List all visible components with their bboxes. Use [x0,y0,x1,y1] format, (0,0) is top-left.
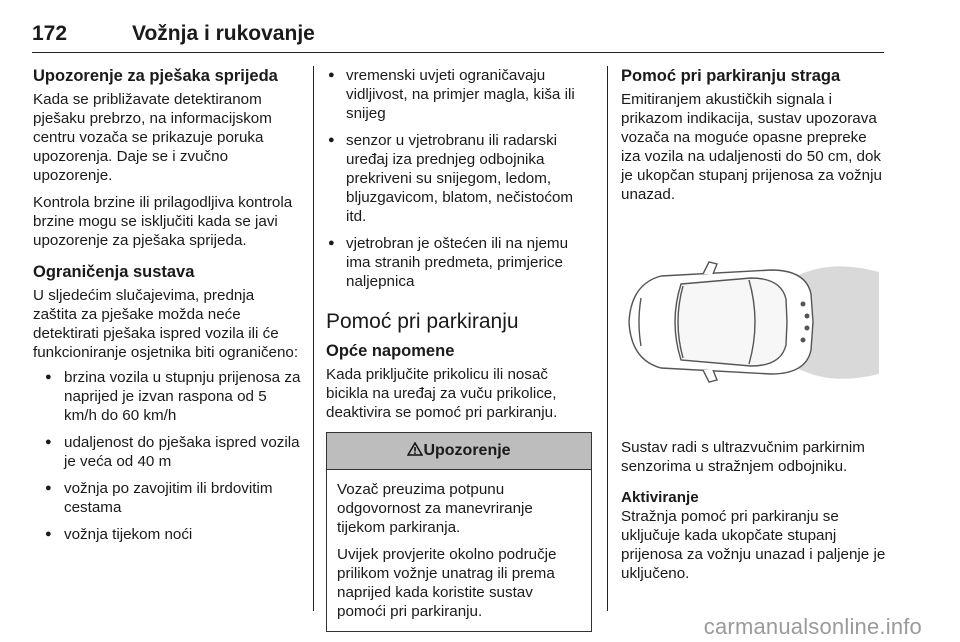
paragraph: Stražnja pomoć pri parkiranju se uključuje kada ukopčate stupanj prijenosa za vožnju unazad i paljenje je uključeno. [621,508,886,582]
car-top-view-image [621,214,887,426]
subheading: Aktiviranje [621,489,699,506]
paragraph: Vozač preuzima potpunu odgovornost za manevriranje tijekom parkiranja. [337,481,533,536]
watermark: carmanualsonline.info [703,614,922,639]
list-item: ● vožnja tijekom noći [33,525,301,544]
section-title: Pomoć pri parkiranju [326,310,519,333]
parking-sensor-illustration [621,214,887,426]
list-item: ● vjetrobran je oštećen ili na njemu ima stranih predmeta, primjerice naljepnica [326,234,594,291]
paragraph: Sustav radi s ultrazvučnim parkirnim senzorima u stražnjem odbojniku. [621,439,865,475]
paragraph: U sljedećim slučajevima, prednja zaštita za pješake možda neće detektirati pješaka ispred vozila ili će funkcioniranje osjetnika biti ograničeno: [33,287,299,361]
paragraph: Uvijek provjerite okolno područje prilikom vožnje unatrag ili prema naprijed kada koristite sustav pomoći pri parkiranju. [337,546,557,620]
warning-box [326,432,592,632]
warning-title: Upozorenje [423,442,511,459]
section-heading: Ograničenja sustava [33,263,195,281]
column-middle [326,66,594,632]
paragraph: Kontrola brzine ili prilagodljiva kontrola brzine mogu se isključiti kada se javi upozorenje za pješaka sprijeda. [33,194,293,249]
column-divider [313,66,314,611]
warning-triangle-icon [407,442,423,456]
list-item: ● vremenski uvjeti ograničavaju vidljivost, na primjer magla, kiša ili snijeg [326,66,594,123]
warning-header [327,433,591,470]
paragraph: Kada priključite prikolicu ili nosač bicikla na uređaj za vuču prikolice, deaktivira se pomoć pri parkiranju. [326,366,558,421]
column-left [33,66,301,552]
section-heading: Upozorenje za pješaka sprijeda [33,67,278,85]
bullet-list [326,66,594,291]
page-header [32,22,884,53]
list-item: ● udaljenost do pješaka ispred vozila je veća od 40 m [33,433,301,471]
subheading: Opće napomene [326,342,455,360]
section-heading: Pomoć pri parkiranju straga [621,67,841,85]
warning-body [327,470,591,631]
paragraph: Emitiranjem akustičkih signala i prikazom indikacija, sustav upozorava vozača na moguće opasne prepreke iza vozila na udaljenosti do 50 cm, dok je ukopčan stupanj prijenosa za vožnju unazad. [621,91,882,203]
car-body [629,262,813,382]
column-right [621,66,887,591]
paragraph: Kada se približavate detektiranom pješaku prebrzo, na informacijskom centru vozača se prikazuje poruka upozorenja. Daje se i zvučno upozorenje. [33,91,272,184]
bullet-list [33,368,301,544]
list-item: ● vožnja po zavojitim ili brdovitim cestama [33,479,301,517]
page-number: 172 [32,22,68,45]
list-item: ● brzina vozila u stupnju prijenosa za naprijed je izvan raspona od 5 km/h do 60 km/h [33,368,301,425]
chapter-title: Vožnja i rukovanje [132,22,315,45]
list-item: ● senzor u vjetrobranu ili radarski uređaj iza prednjeg odbojnika prekriveni su snijegom, ledom, bljuzgavicom, blatom, nečistoćom itd. [326,131,594,226]
column-divider [607,66,608,611]
